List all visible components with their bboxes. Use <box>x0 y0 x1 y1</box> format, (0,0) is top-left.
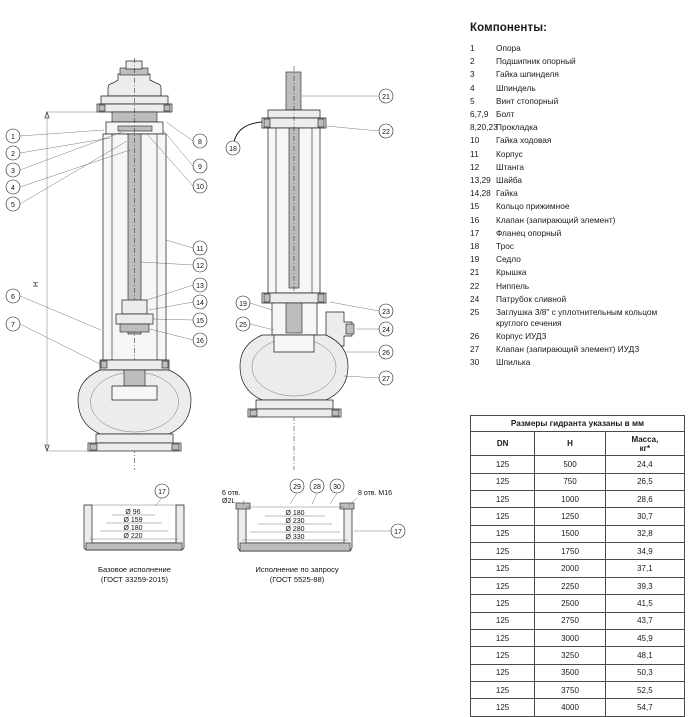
request-view-caption-line1: Исполнение по запросу <box>255 565 339 574</box>
table-cell: 3500 <box>535 664 606 681</box>
table-row <box>471 612 685 629</box>
table-cell: 2000 <box>535 560 606 577</box>
base-view-caption <box>62 565 207 586</box>
svg-text:10: 10 <box>196 184 204 191</box>
component-item <box>470 201 690 212</box>
svg-text:18: 18 <box>229 146 237 153</box>
component-item <box>470 188 690 199</box>
component-label: Шпиндель <box>496 82 536 93</box>
svg-text:28: 28 <box>313 484 321 491</box>
svg-text:15: 15 <box>196 318 204 325</box>
dim-280: Ø 280 <box>285 526 305 533</box>
table-cell: 52,5 <box>605 682 684 699</box>
table-body <box>471 456 685 717</box>
table-cell: 54,7 <box>605 699 684 716</box>
svg-text:6: 6 <box>11 294 15 301</box>
table-row <box>471 682 685 699</box>
component-item <box>470 267 690 278</box>
hydrant-second-view <box>226 66 393 470</box>
component-label: Гайка шпинделя <box>496 69 559 80</box>
table-cell: 4000 <box>535 699 606 716</box>
components-title: Компоненты: <box>470 22 548 34</box>
table-cell: 1750 <box>535 543 606 560</box>
svg-text:17: 17 <box>158 489 166 496</box>
base-flange-view <box>84 484 184 550</box>
table-header-mass-unit: кг* <box>639 443 651 453</box>
note-6-holes-dia: Ø2L <box>222 498 236 505</box>
table-row <box>471 456 685 473</box>
table-cell: 750 <box>535 473 606 490</box>
svg-text:5: 5 <box>11 202 15 209</box>
table-cell: 3250 <box>535 647 606 664</box>
component-label: Гайка <box>496 188 518 199</box>
table-cell: 125 <box>471 577 535 594</box>
table-row <box>471 525 685 542</box>
component-number: 24 <box>470 293 480 304</box>
table-row <box>471 647 685 664</box>
component-number: 13,29 <box>470 175 491 186</box>
component-item <box>470 228 690 239</box>
component-label: Клапан (запирающий элемент) ИУДЗ <box>496 344 640 355</box>
table-cell: 125 <box>471 699 535 716</box>
svg-text:13: 13 <box>196 283 204 290</box>
component-number: 16 <box>470 214 480 225</box>
svg-text:25: 25 <box>239 322 247 329</box>
component-label: Заглушка 3/8" с уплотнительным кольцом круглого сечения <box>496 307 658 328</box>
components-list <box>470 43 690 368</box>
component-label: Болт <box>496 109 515 120</box>
hydrant-section-view <box>6 58 207 470</box>
svg-text:8: 8 <box>198 139 202 146</box>
component-number: 10 <box>470 135 480 146</box>
component-item <box>470 109 690 120</box>
table-cell: 24,4 <box>605 456 684 473</box>
component-item <box>470 83 690 94</box>
table-header-dn: DN <box>471 432 535 456</box>
svg-text:26: 26 <box>382 350 390 357</box>
table-cell: 37,1 <box>605 560 684 577</box>
table-cell: 125 <box>471 490 535 507</box>
svg-text:1: 1 <box>11 134 15 141</box>
table-row <box>471 629 685 646</box>
component-number: 6,7,9 <box>470 109 489 120</box>
table-cell: 1500 <box>535 525 606 542</box>
table-cell: 125 <box>471 647 535 664</box>
request-flange-view <box>222 479 405 551</box>
component-label: Крышка <box>496 267 527 278</box>
component-item <box>470 122 690 133</box>
component-number: 11 <box>470 148 479 159</box>
component-item <box>470 69 690 80</box>
table-cell: 2250 <box>535 577 606 594</box>
svg-text:29: 29 <box>293 484 301 491</box>
svg-text:27: 27 <box>382 376 390 383</box>
component-item <box>470 331 690 342</box>
table-cell: 3000 <box>535 629 606 646</box>
table-cell: 1000 <box>535 490 606 507</box>
svg-text:17: 17 <box>394 529 402 536</box>
table-header-mass <box>605 432 684 456</box>
component-item <box>470 281 690 292</box>
table-header-h: H <box>535 432 606 456</box>
table-cell: 125 <box>471 612 535 629</box>
component-number: 12 <box>470 161 480 172</box>
table-cell: 125 <box>471 629 535 646</box>
component-number: 25 <box>470 307 480 318</box>
component-item <box>470 43 690 54</box>
table-cell: 125 <box>471 543 535 560</box>
table-cell: 500 <box>535 456 606 473</box>
dim-96: Ø 96 <box>125 509 141 516</box>
note-8-holes: 8 отв. М16 <box>358 490 393 497</box>
component-label: Опора <box>496 43 521 53</box>
component-number: 1 <box>470 43 475 53</box>
dim-180: Ø 180 <box>123 525 143 532</box>
component-label: Корпус <box>496 148 523 159</box>
component-item <box>470 135 690 146</box>
table-cell: 125 <box>471 664 535 681</box>
table-cell: 28,6 <box>605 490 684 507</box>
svg-text:7: 7 <box>11 322 15 329</box>
component-item <box>470 96 690 107</box>
svg-text:2: 2 <box>11 151 15 158</box>
component-number: 19 <box>470 254 480 265</box>
component-item <box>470 162 690 173</box>
table-cell: 30,7 <box>605 508 684 525</box>
table-row <box>471 560 685 577</box>
component-number: 30 <box>470 357 480 368</box>
svg-text:9: 9 <box>198 164 202 171</box>
note-6-holes: 6 отв. <box>222 490 241 497</box>
table-cell: 45,9 <box>605 629 684 646</box>
component-label: Корпус ИУДЗ <box>496 330 547 341</box>
table-cell: 125 <box>471 525 535 542</box>
table-header-row <box>471 432 685 456</box>
component-label: Шайба <box>496 175 523 186</box>
table-row <box>471 473 685 490</box>
component-label: Кольцо прижимное <box>496 201 570 212</box>
dim-220: Ø 220 <box>123 533 143 540</box>
table-cell: 125 <box>471 682 535 699</box>
table-cell: 125 <box>471 508 535 525</box>
component-number: 8,20,23 <box>470 122 498 133</box>
table-row <box>471 508 685 525</box>
component-label: Винт стопорный <box>496 95 559 106</box>
component-number: 3 <box>470 69 475 80</box>
component-label: Седло <box>496 254 521 265</box>
dimensions-table-title: Размеры гидранта указаны в мм <box>470 415 685 431</box>
table-header-mass-text: Масса, <box>631 434 659 444</box>
table-row <box>471 490 685 507</box>
table-cell: 48,1 <box>605 647 684 664</box>
component-label: Прокладка <box>496 122 538 133</box>
request-view-caption-line2: (ГОСТ 5525-88) <box>269 575 325 585</box>
component-label: Штанга <box>496 161 524 172</box>
table-row <box>471 577 685 594</box>
component-item <box>470 149 690 160</box>
table-cell: 125 <box>471 560 535 577</box>
table-cell: 125 <box>471 456 535 473</box>
component-number: 27 <box>470 344 480 355</box>
svg-text:3: 3 <box>11 168 15 175</box>
svg-text:16: 16 <box>196 338 204 345</box>
component-item <box>470 357 690 368</box>
component-number: 17 <box>470 227 480 238</box>
table-cell: 125 <box>471 595 535 612</box>
base-view-caption-line1: Базовое исполнение <box>98 565 171 574</box>
component-number: 14,28 <box>470 188 491 199</box>
component-item <box>470 254 690 265</box>
table-cell: 43,7 <box>605 612 684 629</box>
components-panel <box>470 22 690 370</box>
component-number: 21 <box>470 267 480 278</box>
component-item <box>470 215 690 226</box>
component-label: Фланец опорный <box>496 227 562 238</box>
component-number: 5 <box>470 95 475 106</box>
table-cell: 3750 <box>535 682 606 699</box>
component-item <box>470 175 690 186</box>
table-cell: 41,5 <box>605 595 684 612</box>
dim-h-label: H <box>33 281 40 287</box>
component-label: Ниппель <box>496 280 530 291</box>
component-number: 4 <box>470 82 475 93</box>
component-label: Подшипник опорный <box>496 56 576 67</box>
table-row <box>471 543 685 560</box>
request-view-caption <box>222 565 372 586</box>
component-number: 22 <box>470 280 480 291</box>
component-label: Гайка ходовая <box>496 135 552 146</box>
svg-text:22: 22 <box>382 129 390 136</box>
table-cell: 34,9 <box>605 543 684 560</box>
dimensions-table <box>470 431 685 717</box>
table-cell: 32,8 <box>605 525 684 542</box>
svg-text:19: 19 <box>239 301 247 308</box>
component-label: Патрубок сливной <box>496 293 567 304</box>
component-item <box>470 241 690 252</box>
svg-text:14: 14 <box>196 300 204 307</box>
dim-230: Ø 230 <box>285 518 305 525</box>
svg-text:4: 4 <box>11 185 15 192</box>
svg-text:30: 30 <box>333 484 341 491</box>
table-cell: 2500 <box>535 595 606 612</box>
table-cell: 50,3 <box>605 664 684 681</box>
table-row <box>471 664 685 681</box>
dimensions-table-panel <box>470 415 685 717</box>
base-view-caption-line2: (ГОСТ 33259-2015) <box>100 575 169 585</box>
component-label: Шпилька <box>496 357 531 368</box>
table-cell: 39,3 <box>605 577 684 594</box>
component-number: 15 <box>470 201 480 212</box>
table-cell: 125 <box>471 473 535 490</box>
table-cell: 1250 <box>535 508 606 525</box>
table-row <box>471 595 685 612</box>
dim-330: Ø 330 <box>285 534 305 541</box>
component-label: Клапан (запирающий элемент) <box>496 214 616 225</box>
svg-text:23: 23 <box>382 309 390 316</box>
svg-text:24: 24 <box>382 327 390 334</box>
component-number: 26 <box>470 330 480 341</box>
table-cell: 2750 <box>535 612 606 629</box>
svg-text:12: 12 <box>196 263 204 270</box>
component-label: Трос <box>496 241 514 252</box>
svg-text:21: 21 <box>382 94 390 101</box>
dim-159: Ø 159 <box>123 517 143 524</box>
dim-180b: Ø 180 <box>285 510 305 517</box>
component-number: 18 <box>470 241 480 252</box>
component-number: 2 <box>470 56 475 67</box>
table-row <box>471 699 685 716</box>
component-item <box>470 344 690 355</box>
table-cell: 26,5 <box>605 473 684 490</box>
component-item <box>470 294 690 305</box>
component-item <box>470 56 690 67</box>
svg-text:11: 11 <box>196 246 204 253</box>
component-item <box>470 307 690 328</box>
